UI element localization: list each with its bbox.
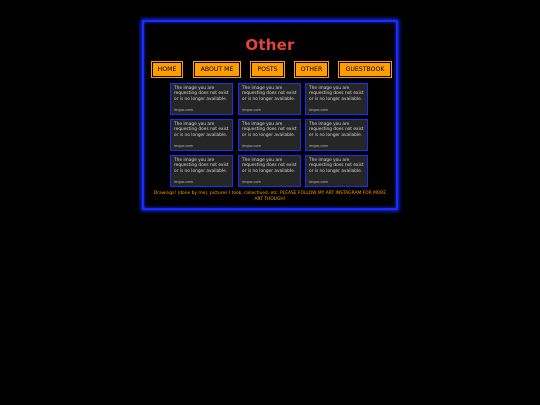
content-frame xyxy=(142,20,398,210)
image-source-label: imgur.com xyxy=(242,144,262,148)
image-tile[interactable] xyxy=(238,83,301,115)
nav-bar xyxy=(144,62,396,78)
image-tile[interactable] xyxy=(170,83,233,115)
image-tile[interactable] xyxy=(238,155,301,187)
page-title: Other xyxy=(245,36,295,54)
image-source-label: imgur.com xyxy=(309,144,329,148)
image-source-label: imgur.com xyxy=(242,108,262,112)
image-tile[interactable] xyxy=(170,119,233,151)
footer-caption: Drawings! (done by me), pictures I took, collectived, etc. PLEASE FOLLOW MY ART INSTAGRAM FOR MORE ART THOUGH! xyxy=(153,191,387,202)
image-source-label: imgur.com xyxy=(309,180,329,184)
image-tile[interactable] xyxy=(305,155,368,187)
nav-home-button[interactable]: HOME xyxy=(152,62,182,77)
missing-image-message: The image you are requesting does not exist or is no longer available. xyxy=(174,158,229,174)
missing-image-message: The image you are requesting does not exist or is no longer available. xyxy=(242,86,297,102)
nav-guestbook-button[interactable]: GUESTBOOK xyxy=(339,62,391,77)
image-source-label: imgur.com xyxy=(174,180,194,184)
nav-about-me-button[interactable]: ABOUT ME xyxy=(194,62,240,77)
missing-image-message: The image you are requesting does not exist or is no longer available. xyxy=(309,122,364,138)
image-tile[interactable] xyxy=(305,83,368,115)
nav-posts-button[interactable]: POSTS xyxy=(251,62,284,77)
missing-image-message: The image you are requesting does not exist or is no longer available. xyxy=(242,122,297,138)
image-tile[interactable] xyxy=(238,119,301,151)
missing-image-message: The image you are requesting does not exist or is no longer available. xyxy=(309,158,364,174)
missing-image-message: The image you are requesting does not exist or is no longer available. xyxy=(174,86,229,102)
missing-image-message: The image you are requesting does not exist or is no longer available. xyxy=(242,158,297,174)
image-source-label: imgur.com xyxy=(174,108,194,112)
image-source-label: imgur.com xyxy=(174,144,194,148)
image-tile[interactable] xyxy=(305,119,368,151)
missing-image-message: The image you are requesting does not exist or is no longer available. xyxy=(174,122,229,138)
image-tile[interactable] xyxy=(170,155,233,187)
image-source-label: imgur.com xyxy=(242,180,262,184)
missing-image-message: The image you are requesting does not exist or is no longer available. xyxy=(309,86,364,102)
image-source-label: imgur.com xyxy=(309,108,329,112)
nav-other-button[interactable]: OTHER xyxy=(295,62,328,77)
